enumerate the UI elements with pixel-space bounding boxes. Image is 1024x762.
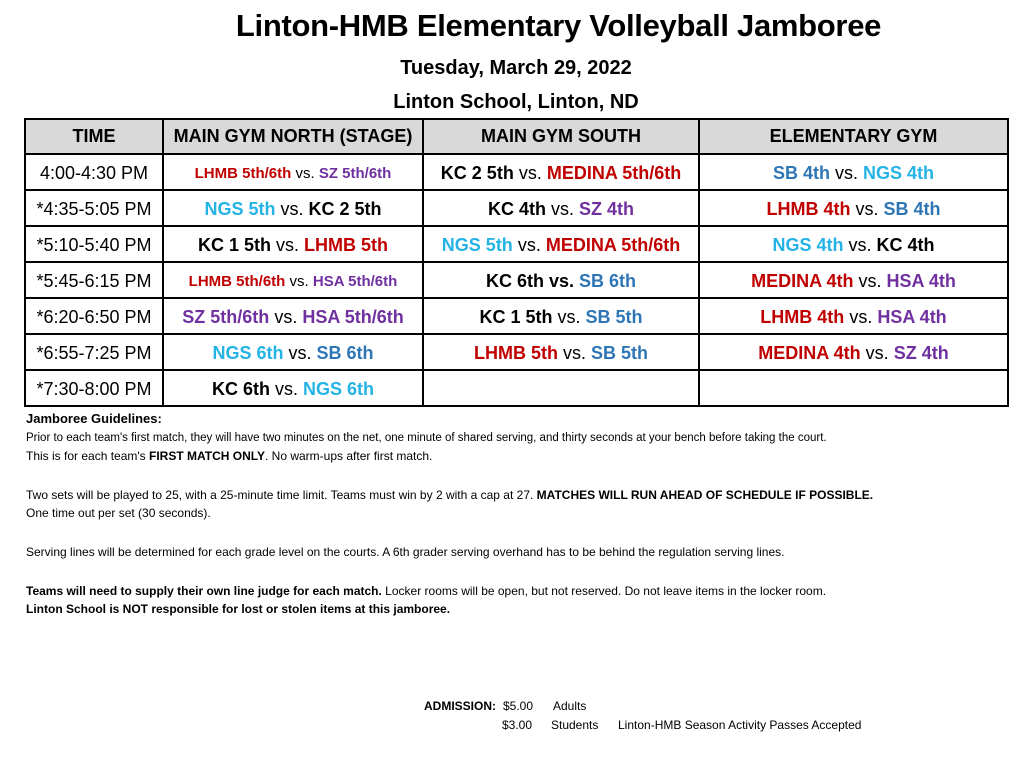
team-name: LHMB 4th: [760, 306, 845, 327]
versus-label: vs.: [865, 342, 889, 363]
team-name: HSA 4th: [877, 306, 947, 327]
match-cell-main-gym-north: [163, 370, 423, 406]
match-cell-main-gym-north: [163, 154, 423, 190]
guideline-first-match: [26, 447, 1006, 465]
time-cell: *6:55-7:25 PM: [25, 334, 163, 370]
team-name: HSA 4th: [886, 270, 956, 291]
versus-label: vs.: [288, 342, 312, 363]
team-name: NGS 6th: [212, 342, 284, 363]
match-cell-main-gym-south: [423, 298, 699, 334]
table-row: [25, 334, 1008, 370]
team-name: NGS 4th: [772, 234, 844, 255]
team-name: NGS 4th: [863, 162, 935, 183]
versus-label: vs.: [855, 198, 879, 219]
team-name: KC 6th: [211, 378, 270, 399]
guideline-warmup: Prior to each team's first match, they will have two minutes on the net, one minute of shared serving, and thirty seconds at your bench before taking the court.: [26, 432, 827, 444]
team-name: SB 4th: [883, 198, 941, 219]
guideline-line-judge-bold: Teams will need to supply their own line judge for each match.: [26, 584, 382, 598]
match-cell-main-gym-north: [163, 226, 423, 262]
match-cell-elementary-gym: [699, 226, 1008, 262]
versus-label: vs.: [295, 164, 315, 182]
match-cell-main-gym-south: [423, 334, 699, 370]
guideline-timeout: One time out per set (30 seconds).: [26, 506, 211, 520]
team-name: KC 6th: [485, 270, 544, 291]
guideline-first-match-post: . No warm-ups after first match.: [265, 449, 433, 463]
team-name: LHMB 5th: [473, 342, 558, 363]
column-header-elementary-gym: ELEMENTARY GYM: [699, 119, 1008, 154]
versus-label: vs.: [280, 198, 304, 219]
guideline-sets-bold: MATCHES WILL RUN AHEAD OF SCHEDULE IF POSSIBLE.: [536, 488, 874, 502]
match-cell-main-gym-south: [423, 262, 699, 298]
page-title: Linton-HMB Elementary Volleyball Jamboree: [235, 8, 882, 43]
table-row: [25, 154, 1008, 190]
versus-label: vs.: [550, 198, 574, 219]
time-cell: *5:45-6:15 PM: [25, 262, 163, 298]
versus-label: vs.: [562, 342, 586, 363]
team-name: LHMB 5th/6th: [188, 272, 286, 290]
table-row: [25, 226, 1008, 262]
admission-adult-price: $5.00: [503, 699, 534, 713]
team-name: KC 4th: [876, 234, 935, 255]
table-row: [25, 298, 1008, 334]
guideline-serving: Serving lines will be determined for each grade level on the courts. A 6th grader serving overhand has to be behind the regulation serving lines.: [26, 545, 785, 559]
versus-label: vs.: [274, 378, 298, 399]
column-header-main-gym-south: MAIN GYM SOUTH: [423, 119, 699, 154]
team-name: LHMB 5th: [304, 234, 389, 255]
match-cell-main-gym-north: [163, 190, 423, 226]
versus-label: vs.: [849, 306, 873, 327]
time-cell: 4:00-4:30 PM: [25, 154, 163, 190]
guidelines-section: [26, 409, 1006, 618]
team-name: SB 6th: [316, 342, 374, 363]
versus-label: vs.: [834, 162, 858, 183]
team-name: SB 4th: [772, 162, 830, 183]
team-name: SZ 4th: [893, 342, 949, 363]
table-row: [25, 190, 1008, 226]
team-name: KC 4th: [487, 198, 546, 219]
table-header-row: [25, 119, 1008, 154]
team-name: KC 2 5th: [440, 162, 514, 183]
guideline-responsibility: [26, 600, 1006, 618]
team-name: SB 5th: [591, 342, 649, 363]
team-name: NGS 5th: [441, 234, 513, 255]
match-cell-main-gym-south: [423, 154, 699, 190]
team-name: MEDINA 4th: [751, 270, 854, 291]
guideline-first-match-pre: This is for each team's: [26, 449, 149, 463]
schedule-body: [25, 154, 1008, 406]
admission-adult-label: Adults: [553, 699, 587, 713]
team-name: LHMB 4th: [766, 198, 851, 219]
team-name: NGS 5th: [204, 198, 276, 219]
match-cell-elementary-gym: [699, 334, 1008, 370]
schedule-table: [24, 118, 1009, 407]
guideline-locker-text: Locker rooms will be open, but not reserved. Do not leave items in the locker room.: [381, 584, 827, 598]
versus-label: vs.: [289, 272, 309, 290]
team-name: KC 1 5th: [197, 234, 271, 255]
match-cell-elementary-gym: [699, 190, 1008, 226]
time-cell: *7:30-8:00 PM: [25, 370, 163, 406]
admission-label: ADMISSION:: [424, 699, 496, 713]
versus-label: vs.: [518, 162, 542, 183]
team-name: SZ 5th/6th: [318, 164, 392, 182]
time-cell: *5:10-5:40 PM: [25, 226, 163, 262]
match-cell-elementary-gym: [699, 298, 1008, 334]
column-header-main-gym-north: MAIN GYM NORTH (STAGE): [163, 119, 423, 154]
admission-student-label: Students: [551, 718, 599, 732]
team-name: HSA 5th/6th: [312, 272, 398, 290]
table-row: [25, 262, 1008, 298]
guideline-first-match-bold: FIRST MATCH ONLY: [149, 449, 265, 463]
event-location: Linton School, Linton, ND: [393, 91, 639, 113]
versus-label: vs.: [557, 306, 581, 327]
match-cell-main-gym-south: [423, 226, 699, 262]
admission-passes-note: Linton-HMB Season Activity Passes Accepted: [618, 718, 862, 732]
team-name: KC 2 5th: [308, 198, 382, 219]
versus-label: vs.: [548, 270, 574, 291]
versus-label: vs.: [858, 270, 882, 291]
team-name: HSA 5th/6th: [302, 306, 404, 327]
versus-label: vs.: [848, 234, 872, 255]
guideline-line-judge: [26, 582, 1006, 600]
admission-student-price: $3.00: [502, 718, 533, 732]
team-name: NGS 6th: [303, 378, 375, 399]
guideline-responsibility-bold: Linton School is NOT responsible for lost or stolen items at this jamboree.: [26, 602, 451, 616]
match-cell-main-gym-north: [163, 262, 423, 298]
time-cell: *4:35-5:05 PM: [25, 190, 163, 226]
match-cell-main-gym-south: [423, 190, 699, 226]
time-cell: *6:20-6:50 PM: [25, 298, 163, 334]
team-name: SB 6th: [579, 270, 637, 291]
team-name: LHMB 5th/6th: [194, 164, 292, 182]
event-date: Tuesday, March 29, 2022: [400, 57, 632, 79]
guideline-sets-text: Two sets will be played to 25, with a 25-minute time limit. Teams must win by 2 with a cap at 27.: [26, 488, 537, 502]
versus-label: vs.: [517, 234, 541, 255]
match-cell-elementary-gym: [699, 154, 1008, 190]
match-cell-elementary-gym: [699, 370, 1008, 406]
team-name: SB 5th: [585, 306, 643, 327]
match-cell-main-gym-south: [423, 370, 699, 406]
versus-label: vs.: [274, 306, 298, 327]
guidelines-heading: Jamboree Guidelines:: [26, 411, 162, 426]
team-name: SZ 5th/6th: [182, 306, 270, 327]
team-name: MEDINA 4th: [758, 342, 861, 363]
versus-label: vs.: [276, 234, 300, 255]
guideline-sets: [26, 486, 1006, 504]
team-name: MEDINA 5th/6th: [545, 234, 681, 255]
column-header-time: TIME: [25, 119, 163, 154]
team-name: MEDINA 5th/6th: [546, 162, 682, 183]
match-cell-elementary-gym: [699, 262, 1008, 298]
match-cell-main-gym-north: [163, 334, 423, 370]
match-cell-main-gym-north: [163, 298, 423, 334]
table-row: [25, 370, 1008, 406]
team-name: KC 1 5th: [479, 306, 553, 327]
team-name: SZ 4th: [579, 198, 635, 219]
